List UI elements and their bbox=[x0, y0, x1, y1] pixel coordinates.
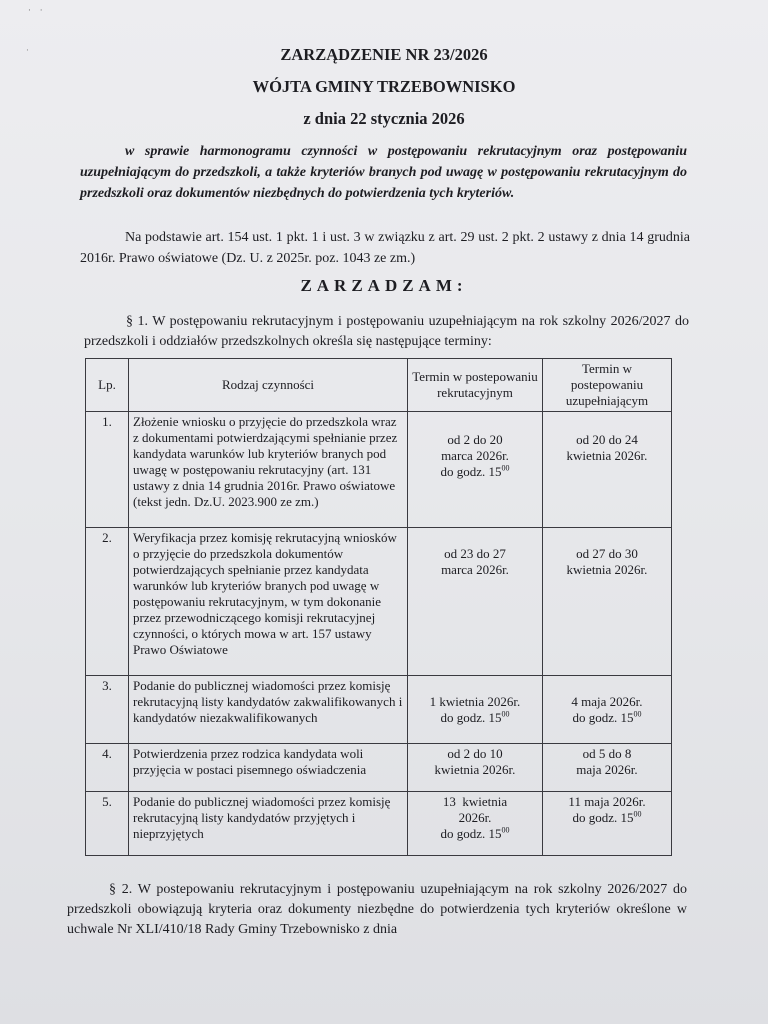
row-term-recruitment bbox=[408, 744, 543, 792]
term-line: marca 2026r. bbox=[441, 562, 509, 577]
term-line: od 2 do 10 bbox=[447, 746, 503, 761]
table-row bbox=[86, 792, 672, 856]
row-term-supplementary bbox=[543, 528, 672, 676]
term-line: marca 2026r. bbox=[441, 448, 509, 463]
table-row bbox=[86, 744, 672, 792]
paper-speck: · · bbox=[28, 6, 46, 16]
term-hour: do godz. $15^{00}$ bbox=[440, 825, 510, 841]
row-number: 1. bbox=[86, 412, 129, 528]
hour-superscript: 00 bbox=[501, 463, 510, 473]
table-row bbox=[86, 676, 672, 744]
row-term-recruitment bbox=[408, 676, 543, 744]
header-term-recruitment: Termin w postepowaniu rekrutacyjnym bbox=[408, 359, 543, 412]
term-line: kwietnia 2026r. bbox=[566, 562, 648, 577]
document-date: z dnia 22 stycznia 2026 bbox=[303, 109, 465, 128]
row-term-recruitment bbox=[408, 528, 543, 676]
row-number: 2. bbox=[86, 528, 129, 676]
term-line: od 23 do 27 bbox=[444, 546, 506, 561]
document-subject: w sprawie harmonogramu czynności w postępowaniu rekrutacyjnym oraz postępowaniu uzupełniającym do przedszkoli, a także kryteriów branych pod uwagę w postępowaniu rekrutacyjnym do przedszkoli oraz dokumentów niezbędnych do potwierdzenia tych kryteriów. bbox=[80, 144, 687, 201]
term-hour: do godz. $15^{00}$ bbox=[572, 709, 642, 725]
row-activity: Podanie do publicznej wiadomości przez komisję rekrutacyjną listy kandydatów przyjętych i nieprzyjętych bbox=[129, 792, 408, 856]
decree-heading: ZARZADZAM: bbox=[300, 276, 468, 295]
row-number: 5. bbox=[86, 792, 129, 856]
term-line: kwietnia 2026r. bbox=[434, 762, 516, 777]
row-activity: Weryfikacja przez komisję rekrutacyjną wniosków o przyjęcie do przedszkola dokumentów potwierdzających spełnianie przez kandydata warunków lub kryteriów branych pod uwagę w postępowaniu rekrutacyjnym, w tym dokonanie przez przewodniczącego komisji rekrutacyjnej czynności, o których mowa w art. 157 ustawy Prawo Oświatowe bbox=[129, 528, 408, 676]
row-activity: Potwierdzenia przez rodzica kandydata woli przyjęcia w postaci pisemnego oświadczenia bbox=[129, 744, 408, 792]
term-line: od 5 do 8 bbox=[582, 746, 632, 761]
row-number: 4. bbox=[86, 744, 129, 792]
schedule-table bbox=[85, 358, 672, 856]
row-term-supplementary bbox=[543, 412, 672, 528]
table-row bbox=[86, 528, 672, 676]
document-title: ZARZĄDZENIE NR 23/2026 bbox=[280, 45, 488, 64]
table-row bbox=[86, 412, 672, 528]
term-hour: do godz. $15^{00}$ bbox=[440, 709, 510, 725]
hour-superscript: 00 bbox=[633, 709, 642, 719]
hour-superscript: 00 bbox=[633, 809, 642, 819]
paper-speck: · bbox=[26, 46, 29, 56]
header-activity: Rodzaj czynności bbox=[129, 359, 408, 412]
row-term-supplementary bbox=[543, 792, 672, 856]
row-term-supplementary bbox=[543, 744, 672, 792]
term-line: od 20 do 24 bbox=[576, 432, 638, 447]
document-authority: WÓJTA GMINY TRZEBOWNISKO bbox=[252, 77, 516, 96]
row-activity: Podanie do publicznej wiadomości przez komisję rekrutacyjną listy kandydatów zakwalifikowanych i kandydatów niezakwalifikowanych bbox=[129, 676, 408, 744]
term-line: 13 kwietnia bbox=[442, 794, 508, 809]
hour-superscript: 00 bbox=[501, 825, 510, 835]
term-line: 2026r. bbox=[458, 810, 492, 825]
row-activity: Złożenie wniosku o przyjęcie do przedszkola wraz z dokumentami potwierdzającymi spełnianie przez kandydata warunków lub kryteriów branych pod uwagę w postępowaniu rekrutacyjny (art. 131 ustawy z dnia 14 grudnia 2016r. Prawo oświatowe (tekst jedn. Dz.U. 2023.900 ze zm.) bbox=[129, 412, 408, 528]
term-hour: do godz. $15^{00}$ bbox=[572, 809, 642, 825]
legal-basis: Na podstawie art. 154 ust. 1 pkt. 1 i ust. 3 w związku z art. 29 ust. 2 pkt. 2 ustawy z dnia 14 grudnia 2016r. Prawo oświatowe (Dz. U. z 2025r. poz. 1043 ze zm.) bbox=[80, 230, 690, 266]
row-number: 3. bbox=[86, 676, 129, 744]
hour-superscript: 00 bbox=[501, 709, 510, 719]
term-line: maja 2026r. bbox=[576, 762, 638, 777]
row-term-recruitment bbox=[408, 412, 543, 528]
term-line: od 27 do 30 bbox=[576, 546, 638, 561]
header-lp: Lp. bbox=[86, 359, 129, 412]
term-line: 11 maja 2026r. bbox=[568, 794, 646, 809]
row-term-recruitment bbox=[408, 792, 543, 856]
term-line: 1 kwietnia 2026r. bbox=[429, 694, 521, 709]
term-line: kwietnia 2026r. bbox=[566, 448, 648, 463]
term-line: 4 maja 2026r. bbox=[571, 694, 643, 709]
paragraph-1: § 1. W postępowaniu rekrutacyjnym i postępowaniu uzupełniającym na rok szkolny 2026/2027 do przedszkoli i oddziałów przedszkolnych określa się następujące terminy: bbox=[84, 314, 689, 349]
term-line: od 2 do 20 bbox=[447, 432, 503, 447]
paragraph-2: § 2. W postepowaniu rekrutacyjnym i postępowaniu uzupełniającym na rok szkolny 2026/2027 do przedszkoli obowiązują kryteria oraz dokumenty niezbędne do potwierdzenia tych kryteriów określone w uchwale Nr XLI/410/18 Rady Gminy Trzebownisko z dnia bbox=[67, 882, 687, 937]
term-hour: do godz. $15^{00}$ bbox=[440, 463, 510, 479]
row-term-supplementary bbox=[543, 676, 672, 744]
table-header-row bbox=[86, 359, 672, 412]
header-term-supplementary: Termin w postepowaniu uzupełniającym bbox=[543, 359, 672, 412]
